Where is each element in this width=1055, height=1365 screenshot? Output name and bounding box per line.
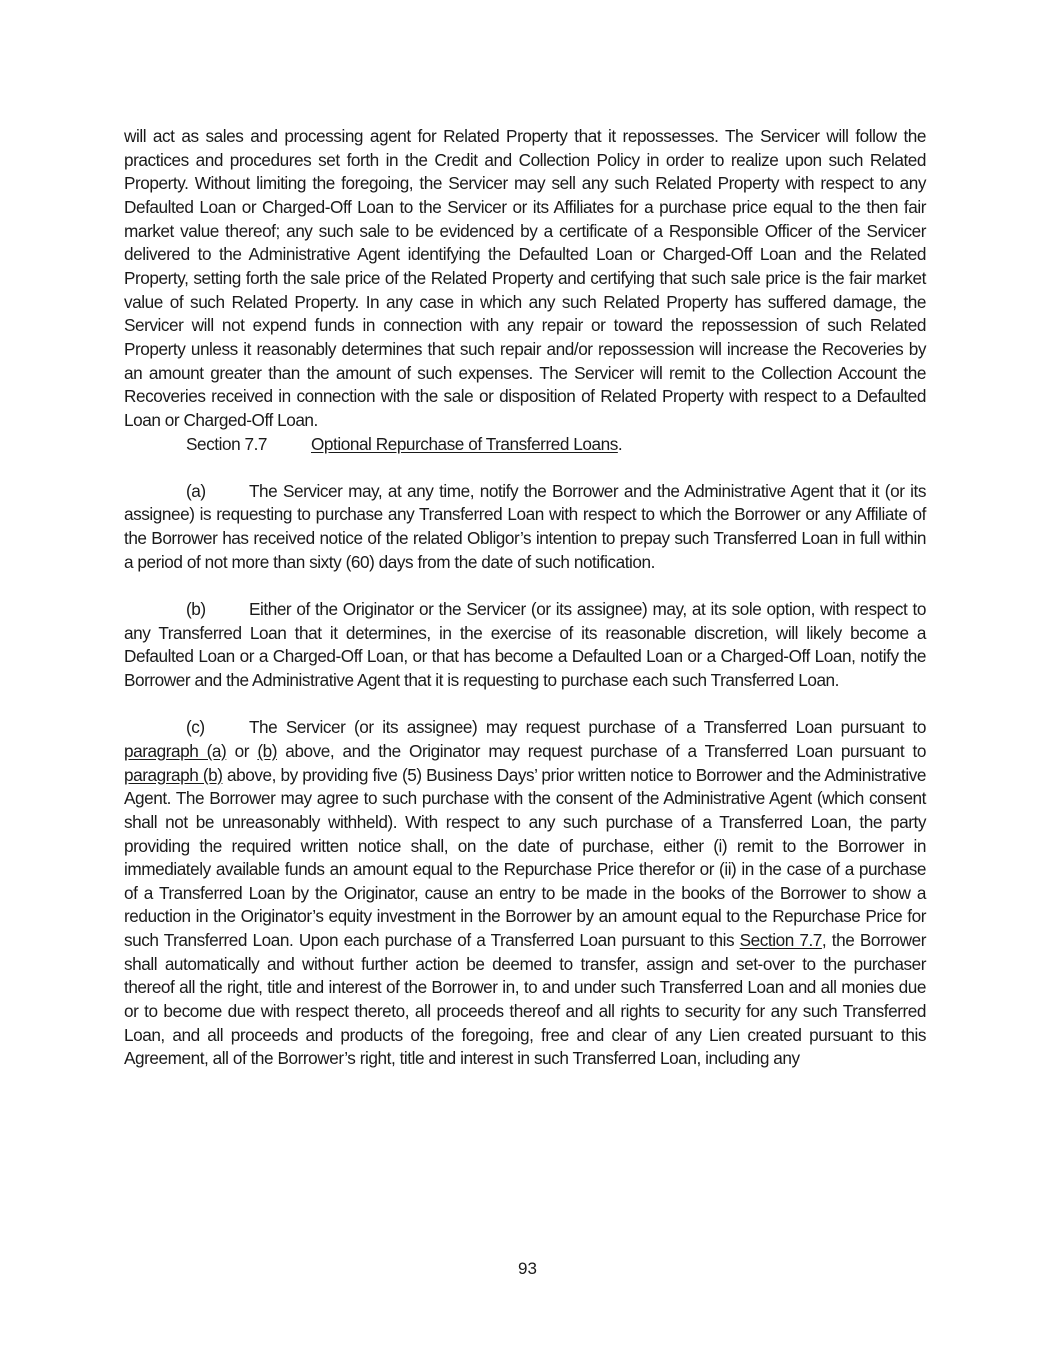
paragraph-b-reference: (b) xyxy=(257,740,277,761)
paragraph-b-text: Either of the Originator or the Servicer (or its assignee) may, at its sole option, with respect to any Transferred Loan that it determines, in the exercise of its reasonable discretion, will likely become a Defaulted Loan or a Charged-Off Loan, or that has become a Defaulted Loan or a Charged-Off Loan, notify the Borrower and the Administrative Agent that it is requesting to purchase each such Transferred Loan. xyxy=(124,599,926,690)
document-page xyxy=(124,125,926,1071)
paragraph-c-text-5: , the Borrower shall automatically and without further action be deemed to transfer, assign and set-over to the purchaser thereof all the right, title and interest of the Borrower in, to and under such Transferred Loan and all monies due or to become due with respect thereto, all proceeds thereof and all rights to security for any such Transferred Loan, and all proceeds and products of the foregoing, free and clear of any Lien created pursuant to this Agreement, all of the Borrower’s right, title and interest in such Transferred Loan, including any xyxy=(124,930,926,1069)
section-heading xyxy=(124,433,926,457)
page-number: 93 xyxy=(518,1259,537,1278)
paragraph-a-label: (a) xyxy=(186,480,206,501)
section-title: Optional Repurchase of Transferred Loans xyxy=(311,433,618,454)
paragraph-c-text-3: above, and the Originator may request purchase of a Transferred Loan pursuant to xyxy=(276,740,926,761)
paragraph-b xyxy=(124,598,926,693)
paragraph-c xyxy=(124,716,926,1071)
section-title-period: . xyxy=(617,433,623,454)
paragraph-a-text: The Servicer may, at any time, notify the Borrower and the Administrative Agent that it (or its assignee) is requesting to purchase any Transferred Loan with respect to which the Borrower or any Affiliate of the Borrower has received notice of the related Obligor’s intention to prepay such Transferred Loan in full within a period of not more than sixty (60) days from the date of such notification. xyxy=(124,480,926,572)
section-7-7-reference: Section 7.7 xyxy=(739,930,822,951)
paragraph-c-label: (c) xyxy=(186,717,205,738)
section-number: Section 7.7 xyxy=(186,433,268,454)
paragraph-a-reference: paragraph (a) xyxy=(124,740,227,761)
paragraph-c-text-1: The Servicer (or its assignee) may request purchase of a Transferred Loan pursuant to xyxy=(249,717,926,738)
paragraph-b-label: (b) xyxy=(186,599,206,619)
paragraph-a xyxy=(124,480,926,575)
paragraph-c-text-2: or xyxy=(226,740,258,761)
paragraph-c-text-4: above, by providing five (5) Business Days’ prior written notice to Borrower and the Administrative Agent. The Borrower may agree to such purchase with the consent of the Administrative Agent (which consent shall not be unreasonably withheld). With respect to any such purchase of a Transferred Loan, the party providing the required written notice shall, on the date of purchase, either (i) remit to the Borrower in immediately available funds an amount equal to the Repurchase Price therefor or (ii) in the case of a purchase of a Transferred Loan by the Originator, cause an entry to be made in the books of the Borrower to show a reduction in the Originator’s equity investment in the Borrower by an amount equal to the Repurchase Price for such Transferred Loan. Upon each purchase of a Transferred Loan pursuant to this xyxy=(124,764,926,951)
intro-paragraph: will act as sales and processing agent for Related Property that it repossesses. The Servicer will follow the practices and procedures set forth in the Credit and Collection Policy in order to realize upon such Related Property. Without limiting the foregoing, the Servicer may sell any such Related Property with respect to any Defaulted Loan or Charged-Off Loan to the Servicer or its Affiliates for a purchase price equal to the then fair market value thereof; any such sale to be evidenced by a certificate of a Responsible Officer of the Servicer delivered to the Administrative Agent identifying the Defaulted Loan or Charged-Off Loan and the Related Property, setting forth the sale price of the Related Property and certifying that such sale price is the fair market value of such Related Property. In any case in which any such Related Property has suffered damage, the Servicer will not expend funds in connection with any repair or toward the repossession of such Related Property unless it reasonably determines that such repair and/or repossession will increase the Recoveries by an amount greater than the amount of such expenses. The Servicer will remit to the Collection Account the Recoveries received in connection with the sale or disposition of Related Property with respect to a Defaulted Loan or Charged-Off Loan. xyxy=(124,126,926,430)
paragraph-b-reference-2: paragraph (b) xyxy=(124,764,223,785)
